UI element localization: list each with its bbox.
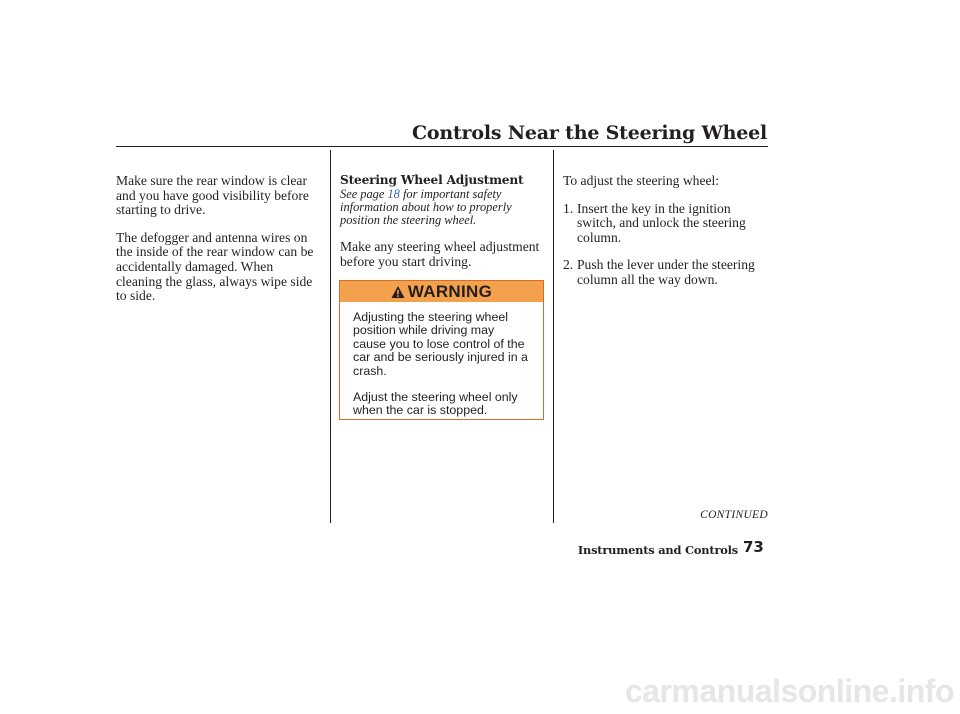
- warning-box: [339, 280, 544, 420]
- warning-text-1: [340, 311, 543, 378]
- footer-section-title: Instruments and Controls: [577, 543, 738, 557]
- text-line: starting to drive.: [116, 202, 206, 218]
- adjustment-paragraph: [340, 240, 550, 269]
- note-text: for important safety: [399, 187, 502, 201]
- text-line: and you have good visibility before: [116, 187, 309, 203]
- warning-text-2: [340, 391, 543, 418]
- text-line: Adjusting the steering wheel: [353, 310, 508, 324]
- text-line: position while driving may: [353, 323, 495, 338]
- text-line: Make any steering wheel adjustment: [340, 239, 540, 254]
- text-line: column.: [577, 229, 622, 245]
- text-line: when the car is stopped.: [353, 403, 488, 418]
- text-line: column all the way down.: [577, 271, 718, 287]
- text-line: before you start driving.: [340, 253, 472, 269]
- column-divider-right: [553, 150, 554, 523]
- column-divider-left: [330, 150, 331, 523]
- page-title: Controls Near the Steering Wheel: [411, 122, 767, 144]
- text-line: crash.: [353, 363, 387, 378]
- text-line: Insert the key in the ignition: [577, 200, 731, 216]
- instructions-list: [563, 202, 773, 288]
- instructions-intro: To adjust the steering wheel:: [563, 173, 720, 188]
- rear-window-paragraph: [116, 174, 326, 218]
- text-line: cleaning the glass, always wipe side: [116, 273, 313, 289]
- middle-column: [340, 173, 550, 269]
- text-line: Push the lever under the steering: [577, 257, 755, 273]
- step-number: 1.: [563, 200, 574, 216]
- text-line: accidentally damaged. When: [116, 258, 274, 274]
- text-line: Adjust the steering wheel only: [353, 390, 518, 405]
- warning-label: WARNING: [407, 281, 493, 301]
- text-line: the inside of the rear window can be: [116, 244, 314, 260]
- text-line: Make sure the rear window is clear: [116, 173, 307, 188]
- note-text: information about how to properly: [340, 200, 512, 214]
- text-line: car and be seriously injured in a: [353, 350, 528, 365]
- section-heading: Steering Wheel Adjustment: [340, 173, 524, 187]
- page-number: 73: [743, 538, 764, 556]
- text-line: The defogger and antenna wires on: [116, 229, 308, 245]
- note-text: position the steering wheel.: [340, 213, 477, 227]
- note-text: See page: [340, 187, 388, 201]
- header-divider: [116, 146, 768, 147]
- list-item: [563, 202, 773, 246]
- text-line: to side.: [116, 288, 156, 304]
- text-line: switch, and unlock the steering: [577, 215, 746, 231]
- watermark: carmanualsonline.info: [624, 673, 954, 709]
- left-column: [116, 174, 326, 304]
- text-line: cause you to lose control of the: [353, 336, 525, 351]
- right-column: [563, 174, 773, 288]
- defogger-paragraph: [116, 231, 326, 304]
- list-item: [563, 258, 773, 287]
- continued-label: CONTINUED: [700, 509, 768, 521]
- warning-header: [340, 281, 543, 302]
- safety-note: [340, 188, 550, 227]
- page-link[interactable]: 18: [387, 187, 400, 201]
- warning-triangle-icon: [391, 285, 405, 299]
- step-number: 2.: [563, 257, 574, 273]
